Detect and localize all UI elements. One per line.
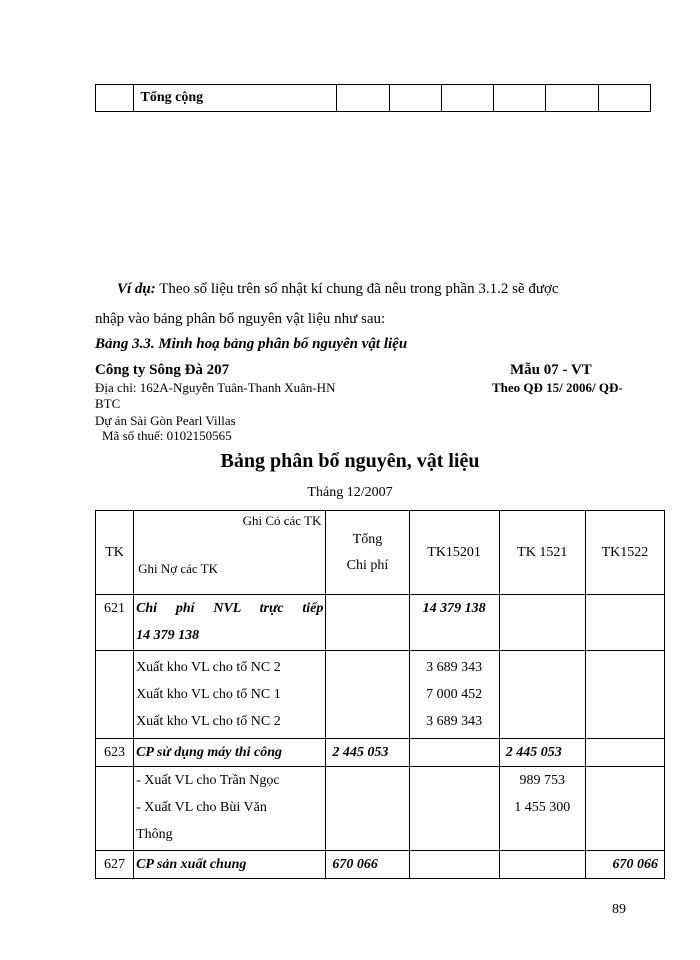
row-621-item-3-desc: Xuất kho VL cho tổ NC 2 xyxy=(136,714,281,729)
document-title: Bảng phân bổ nguyên, vật liệu xyxy=(220,450,480,472)
row-627-tk1522: 670 066 xyxy=(585,851,664,879)
address-continuation: BTC xyxy=(95,396,121,411)
table-row-621-items xyxy=(96,651,665,739)
row-623-item-1-desc: - Xuất VL cho Trần Ngọc xyxy=(136,773,280,788)
header-tk1522: TK1522 xyxy=(585,511,664,595)
row-621-items-desc xyxy=(134,651,326,739)
row-623-items-desc xyxy=(134,767,326,851)
previous-table-total-row xyxy=(95,84,651,112)
header-debit: Ghi Nợ các TK xyxy=(138,561,218,576)
row-623-item-3-desc: Thông xyxy=(136,827,173,842)
header-total-line1: Tổng xyxy=(352,531,383,547)
header-credit: Ghi Có các TK xyxy=(242,513,322,528)
header-tk1521: TK 1521 xyxy=(499,511,585,595)
row-621-item-2-value: 7 000 452 xyxy=(426,687,483,702)
row-627-total: 670 066 xyxy=(326,851,409,879)
row-621-desc-line1: Chi phí NVL trực tiếp xyxy=(136,601,324,616)
table-row-627 xyxy=(96,851,665,879)
row-621-tk15201-value: 14 379 138 xyxy=(422,601,486,616)
decision-ref: Theo QĐ 15/ 2006/ QĐ- xyxy=(492,380,623,395)
table-row-621 xyxy=(96,595,665,651)
row-623-desc: CP sử dụng máy thi công xyxy=(134,739,326,767)
row-623-item-1-value: 989 753 xyxy=(519,773,565,788)
form-code: Mẫu 07 - VT xyxy=(510,362,592,378)
allocation-table xyxy=(95,510,665,879)
example-line-1 xyxy=(117,274,637,304)
row-623-tk: 623 xyxy=(96,739,134,767)
row-627-desc: CP sản xuất chung xyxy=(134,851,326,879)
row-621-tk15201 xyxy=(409,595,499,651)
header-total xyxy=(326,511,409,595)
table-header-row xyxy=(96,511,665,595)
row-623-items-tk1521 xyxy=(499,767,585,851)
page-number: 89 xyxy=(612,902,626,917)
row-621-item-2-desc: Xuất kho VL cho tổ NC 1 xyxy=(136,687,281,702)
header-account-cell xyxy=(134,511,326,595)
example-lead: Ví dụ: xyxy=(117,281,156,297)
company-name: Công ty Sông Đà 207 xyxy=(95,362,230,378)
row-621-item-3-value: 3 689 343 xyxy=(426,714,483,729)
row-627-tk: 627 xyxy=(96,851,134,879)
header-tk: TK xyxy=(96,511,134,595)
period: Tháng 12/2007 xyxy=(307,485,393,500)
row-623-tk1521: 2 445 053 xyxy=(499,739,585,767)
row-621-desc-line2: 14 379 138 xyxy=(136,628,200,643)
header-tk15201: TK15201 xyxy=(409,511,499,595)
row-621-item-1-desc: Xuất kho VL cho tổ NC 2 xyxy=(136,660,281,675)
table-caption: Bảng 3.3. Minh hoạ bảng phân bổ nguyên vật liệu xyxy=(95,336,408,352)
total-label: Tổng cộng xyxy=(134,85,337,112)
project-name: Dự án Sài Gòn Pearl Villas xyxy=(95,413,236,428)
row-621-items-tk15201 xyxy=(409,651,499,739)
row-621-tk: 621 xyxy=(96,595,134,651)
example-text-1: Theo số liệu trên sổ nhật kí chung đã nêu trong phần 3.1.2 sẽ được xyxy=(155,281,559,297)
company-address: Địa chỉ: 162A-Nguyễn Tuân-Thanh Xuân-HN xyxy=(95,380,336,395)
row-621-item-1-value: 3 689 343 xyxy=(426,660,483,675)
row-623-item-3-value xyxy=(500,821,585,848)
table-row-623 xyxy=(96,739,665,767)
tax-code: Mã số thuế: 0102150565 xyxy=(102,428,232,443)
header-total-line2: Chi phí xyxy=(346,557,389,573)
row-623-item-2-value: 1 455 300 xyxy=(514,800,571,815)
table-row-623-items xyxy=(96,767,665,851)
row-621-desc xyxy=(134,595,326,651)
example-line-2: nhập vào bảng phân bổ nguyên vật liệu như sau: xyxy=(95,311,386,327)
row-623-item-2-desc: - Xuất VL cho Bùi Văn xyxy=(136,800,267,815)
row-623-total: 2 445 053 xyxy=(326,739,409,767)
